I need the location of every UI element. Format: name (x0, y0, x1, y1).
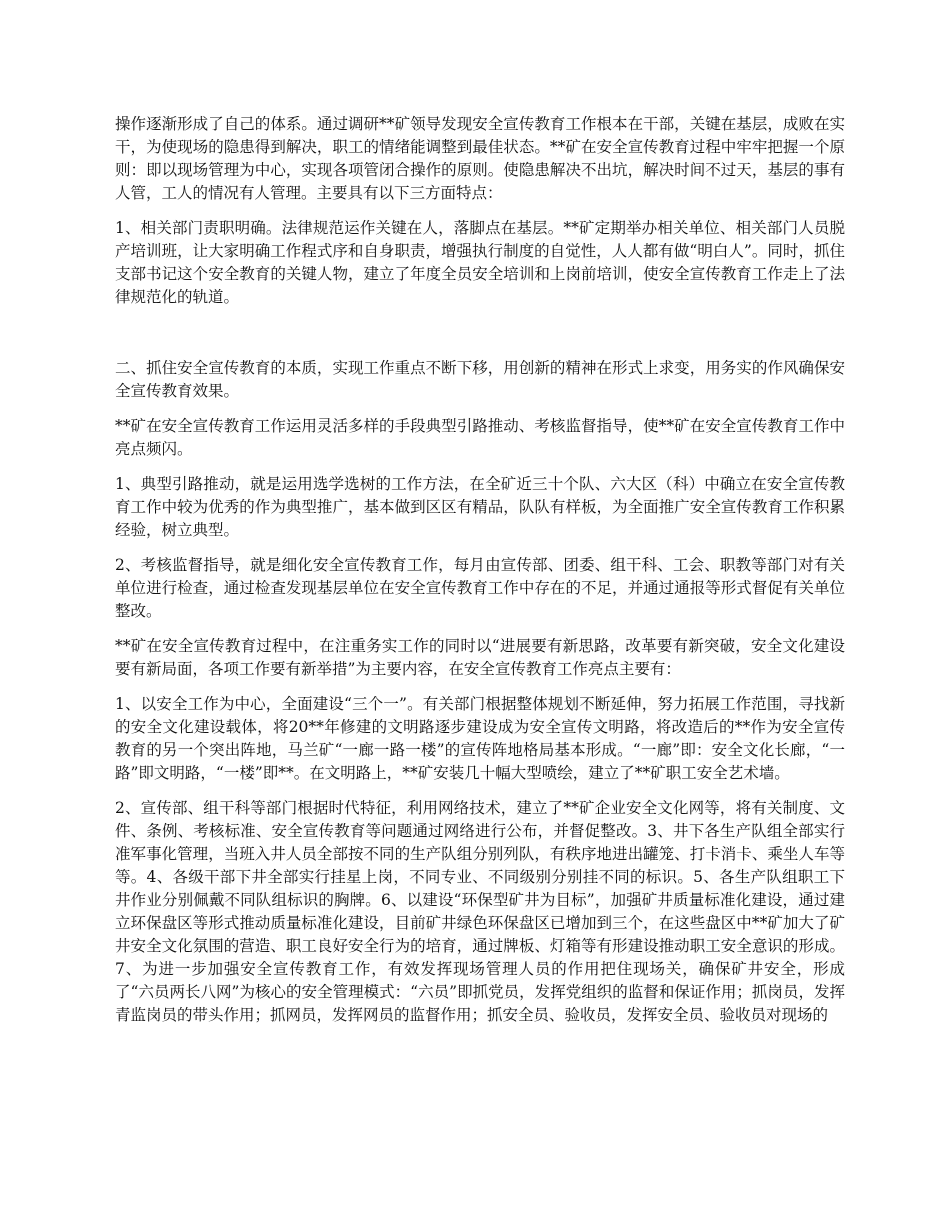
paragraph-section-2-intro: **矿在安全宣传教育工作运用灵活多样的手段典型引路推动、考核监督指导，使**矿在安全宣传教育工作中亮点频闪。 (115, 417, 845, 458)
paragraph-assessment-supervision: 2、考核监督指导，就是细化安全宣传教育工作，每月由宣传部、团委、组干科、工会、职教等部门对有关单位进行检查，通过检查发现基层单位在安全宣传教育工作中存在的不足，并通过通报等形式督促有关单位整改。 (115, 556, 845, 620)
document-body (115, 113, 845, 1039)
paragraph-intro: 操作逐渐形成了自己的体系。通过调研**矿领导发现安全宣传教育工作根本在干部，关键在基层，成败在实干，为使现场的隐患得到解决，职工的情绪能调整到最佳状态。**矿在安全宣传教育过程中牢牢把握一个原则：即以现场管理为中心，实现各项管闭合操作的原则。使隐患解决不出坑，解决时间不过天，基层的事有人管，工人的情况有人管理。主要具有以下三方面特点： (115, 115, 845, 202)
paragraph-point-1: 1、相关部门责职明确。法律规范运作关键在人，落脚点在基层。**矿定期举办相关单位、相关部门人员脱产培训班，让大家明确工作程式序和自身职责，增强执行制度的自觉性，人人都有做“明白人”。同时，抓住支部书记这个安全教育的关键人物，建立了年度全员安全培训和上岗前培训，使安全宣传教育工作走上了法律规范化的轨道。 (115, 219, 845, 306)
paragraph-highlights-intro: **矿在安全宣传教育过程中，在注重务实工作的同时以“进展要有新思路，改革要有新突破，安全文化建设要有新局面，各项工作要有新举措”为主要内容，在安全宣传教育工作亮点主要有： (115, 637, 845, 678)
section-heading-2: 二、抓住安全宣传教育的本质，实现工作重点不断下移，用创新的精神在形式上求变，用务实的作风确保安全宣传教育效果。 (115, 359, 845, 400)
paragraph-typical-guidance: 1、典型引路推动，就是运用选学选树的工作方法，在全矿近三十个队、六大区（科）中确立在安全宣传教育工作中较为优秀的作为典型推广，基本做到区区有精品，队队有样板，为全面推广安全宣传教育工作积累经验，树立典型。 (115, 475, 845, 539)
paragraph-highlight-2-to-7: 2、宣传部、组干科等部门根据时代特征，利用网络技术，建立了**矿企业安全文化网等，将有关制度、文件、条例、考核标准、安全宣传教育等问题通过网络进行公布，并督促整改。3、井下各生产队组全部实行准军事化管理，当班入井人员全部按不同的生产队组分别列队，有秩序地进出罐笼、打卡消卡、乘坐人车等等。4、各级干部下井全部实行挂星上岗，不同专业、不同级别分别挂不同的标识。5、各生产队组职工下井作业分别佩戴不同队组标识的胸牌。6、以建设“环保型矿井为目标”，加强矿井质量标准化建设，通过建立环保盘区等形式推动质量标准化建设，目前矿井绿色环保盘区已增加到三个，在这些盘区中**矿加大了矿井安全文化氛围的营造、职工良好安全行为的培育，通过牌板、灯箱等有形建设推动职工安全意识的形成。7、为进一步加强安全宣传教育工作，有效发挥现场管理人员的作用把住现场关，确保矿井安全，形成了“六员两长八网”为核心的安全管理模式：“六员”即抓党员，发挥党组织的监督和保证作用；抓岗员，发挥青监岗员的带头作用；抓网员，发挥网员的监督作用；抓安全员、验收员，发挥安全员、验收员对现场的 (115, 799, 845, 1024)
paragraph-highlight-1: 1、以安全工作为中心，全面建设“三个一”。有关部门根据整体规划不断延伸，努力拓展工作范围，寻找新的安全文化建设载体，将20**年修建的文明路逐步建设成为安全宣传文明路，将改造后的**作为安全宣传教育的另一个突出阵地，马兰矿“一廊一路一楼”的宣传阵地格局基本形成。“一廊”即：安全文化长廊，“一路”即文明路，“一楼”即**。在文明路上，**矿安装几十幅大型喷绘，建立了**矿职工安全艺术墙。 (115, 695, 845, 782)
